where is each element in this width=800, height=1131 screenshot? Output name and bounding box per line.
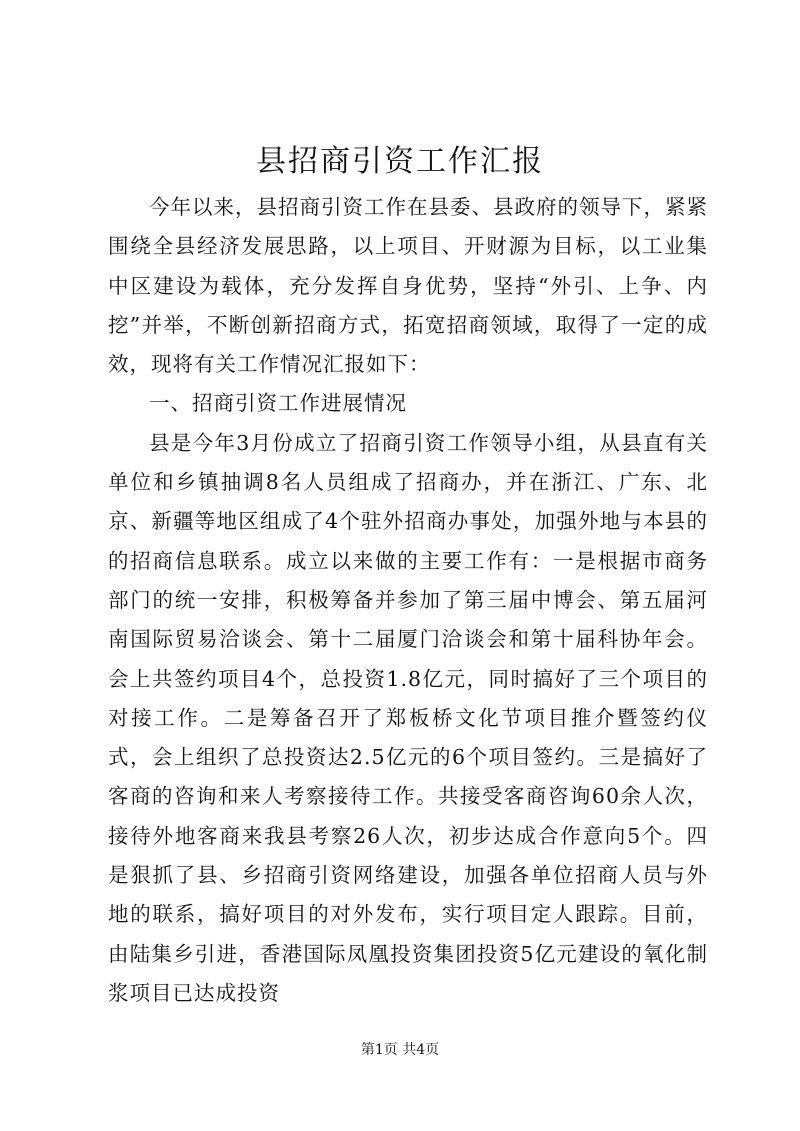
- page-footer: 第1页 共4页: [360, 1042, 440, 1058]
- document-title: 县招商引资工作汇报: [256, 144, 544, 179]
- progress-paragraph: 县是今年3月份成立了招商引资工作领导小组，从县直有关单位和乡镇抽调8名人员组成了招商办，并在浙江、广东、北京、新疆等地区组成了4个驻外招商办事处，加强外地与本县的的招商信息联系。成立以来做的主要工作有：一是根据市商务部门的统一安排，积极筹备并参加了第三届中博会、第五届河南国际贸易洽谈会、第十二届厦门洽谈会和第十届科协年会。会上共签约项目4个，总投资1.8亿元，同时搞好了三个项目的对接工作。二是筹备召开了郑板桥文化节项目推介暨签约仪式，会上组织了总投资达2.5亿元的6个项目签约。三是搞好了客商的咨询和来人考察接待工作。共接受客商咨询60余人次，接待外地客商来我县考察26人次，初步达成合作意向5个。四是狠抓了县、乡招商引资网络建设，加强各单位招商人员与外地的联系，搞好项目的对外发布，实行项目定人跟踪。目前，由陆集乡引进，香港国际凤凰投资集团投资5亿元建设的氧化制浆项目已达成投资: [108, 430, 708, 1005]
- document-body: [108, 188, 708, 1013]
- section-heading: 一、招商引资工作进展情况: [149, 391, 407, 416]
- intro-paragraph: 今年以来，县招商引资工作在县委、县政府的领导下，紧紧围绕全县经济发展思路，以上项目、开财源为目标，以工业集中区建设为载体，充分发挥自身优势，坚持“外引、上争、内挖”并举，不断创新招商方式，拓宽招商领域，取得了一定的成效，现将有关工作情况汇报如下：: [108, 195, 708, 377]
